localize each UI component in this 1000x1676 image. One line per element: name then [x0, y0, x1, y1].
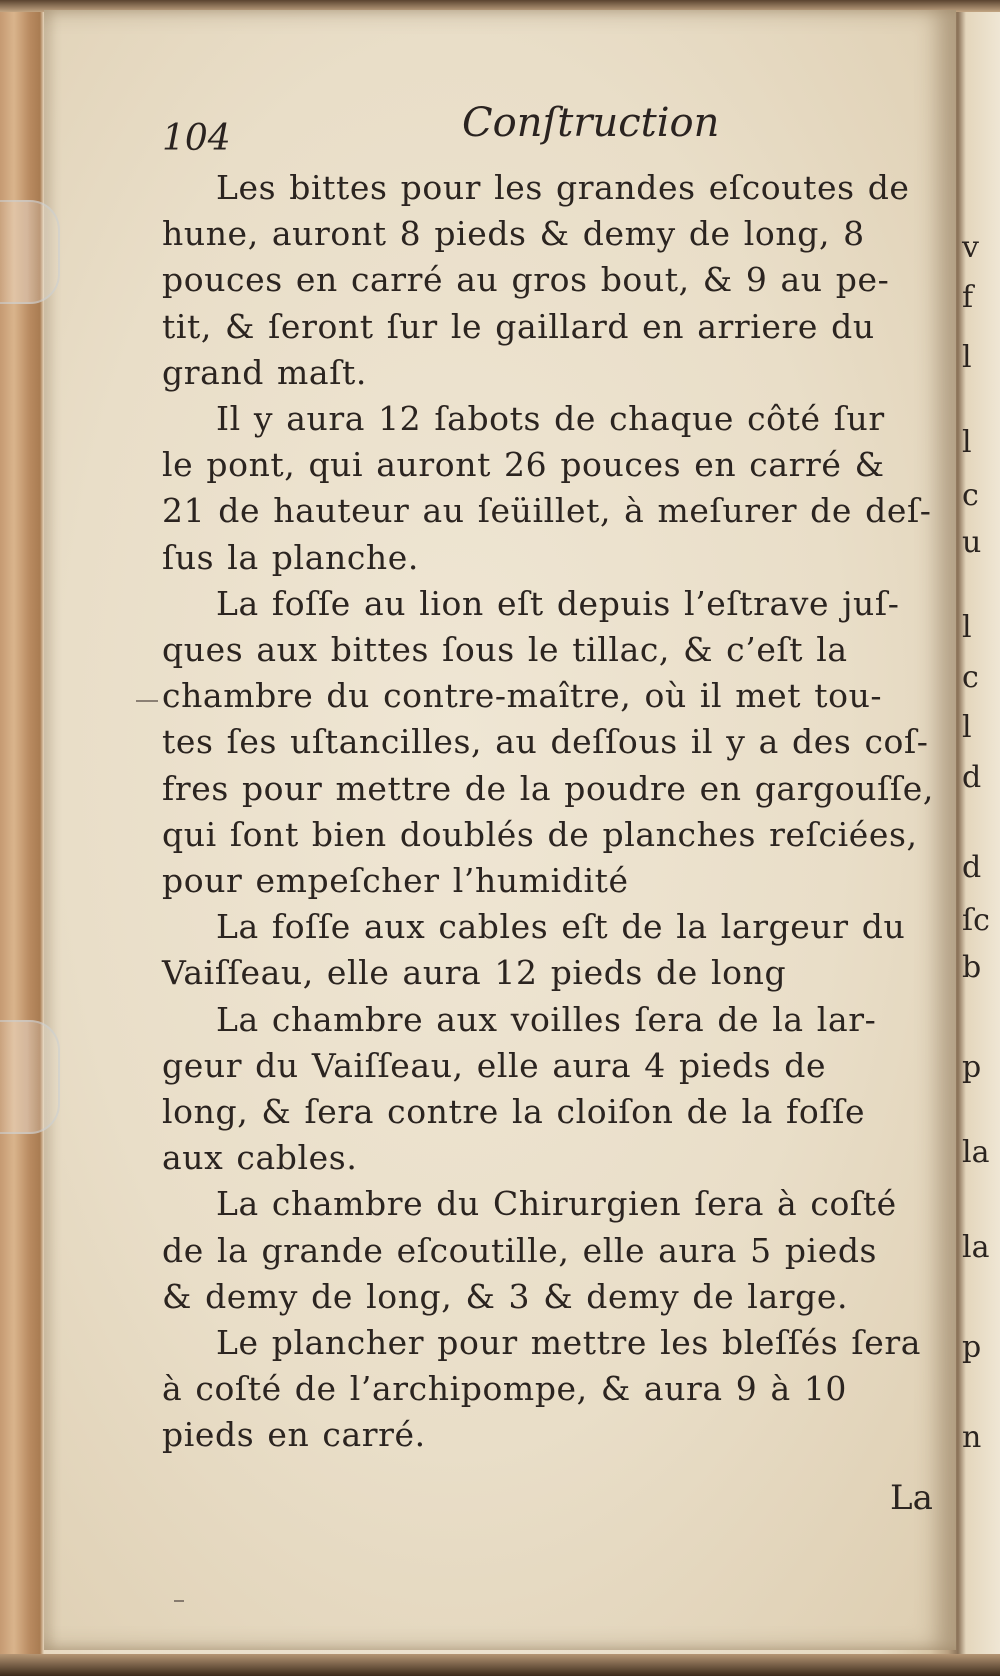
page-number: 104	[162, 118, 231, 159]
paragraph-plancher	[162, 1320, 942, 1459]
paragraph-fosse-cables	[162, 904, 942, 996]
text-line: hune, auront 8 pieds & demy de long, 8	[162, 214, 865, 254]
text-line: grand maſt.	[162, 352, 367, 392]
plastic-clip	[0, 200, 60, 304]
paragraph-chirurgien	[162, 1181, 942, 1320]
next-page-fragment: l	[962, 710, 972, 745]
next-page-fragment: la	[962, 1135, 990, 1170]
text-line: La chambre aux voilles ſera de la lar-	[216, 999, 877, 1039]
next-page-fragment: c	[962, 478, 979, 513]
next-page-edge	[956, 10, 1000, 1650]
next-page-fragment: l	[962, 610, 972, 645]
text-line: à coſté de l’archipompe, & aura 9 à 10	[162, 1369, 848, 1409]
paragraph-fosse-lion	[162, 581, 942, 904]
next-page-fragment: l	[962, 425, 972, 460]
text-line: qui ſont bien doublés de planches reſciées,	[162, 814, 918, 854]
paragraph-sabots	[162, 396, 942, 581]
next-page-fragment: n	[962, 1420, 982, 1455]
text-line: 21 de hauteur au ſeüillet, à meſurer de deſ-	[162, 491, 932, 531]
text-line: de la grande eſcoutille, elle aura 5 pieds	[162, 1230, 878, 1270]
text-line: Vaiſſeau, elle aura 12 pieds de long	[162, 953, 787, 993]
text-line: tes ſes uſtancilles, au deſſous il y a des coſ-	[162, 722, 929, 762]
pencil-mark	[136, 700, 158, 702]
next-page-fragment: la	[962, 1230, 990, 1265]
next-page-fragment: d	[962, 850, 982, 885]
next-page-fragment: p	[962, 1050, 982, 1085]
next-page-fragment: c	[962, 660, 979, 695]
text-line: ques aux bittes ſous le tillac, & c’eſt la	[162, 630, 848, 670]
text-line: Les bittes pour les grandes eſcoutes de	[216, 168, 910, 207]
text-line: & demy de long, & 3 & demy de large.	[162, 1276, 849, 1316]
text-line: le pont, qui auront 26 pouces en carré &	[162, 445, 885, 485]
next-page-fragment: f	[962, 280, 974, 315]
next-page-fragment: l	[962, 340, 972, 375]
text-line: La foſſe au lion eſt depuis l’eſtrave juſ-	[216, 583, 900, 623]
text-line: chambre du contre-maître, où il met tou-	[162, 676, 883, 716]
text-line: pieds en carré.	[162, 1415, 426, 1455]
text-line: La foſſe aux cables eſt de la largeur du	[216, 907, 906, 947]
next-page-fragment: d	[962, 760, 982, 795]
text-line: Il y aura 12 ſabots de chaque côté ſur	[216, 399, 885, 439]
text-line: geur du Vaiſſeau, elle aura 4 pieds de	[162, 1045, 827, 1085]
text-line: aux cables.	[162, 1138, 358, 1178]
next-page-fragment: v	[962, 230, 979, 265]
text-line: long, & ſera contre la cloiſon de la foſſe	[162, 1092, 866, 1132]
text-line: ſus la planche.	[162, 537, 419, 577]
text-line: Le plancher pour mettre les bleſſés ſera	[216, 1323, 922, 1363]
next-page-fragment: u	[962, 525, 982, 560]
book-bottom-edge	[0, 1654, 1000, 1676]
text-block	[162, 165, 942, 1459]
pencil-mark	[174, 1600, 184, 1602]
text-line: pour empeſcher l’humidité	[162, 861, 629, 901]
plastic-clip	[0, 1020, 60, 1134]
running-head	[162, 100, 922, 160]
text-line: La chambre du Chirurgien ſera à coſté	[216, 1184, 897, 1224]
paragraph-bittes	[162, 165, 942, 396]
book-page	[44, 10, 956, 1650]
next-page-fragment: b	[962, 950, 982, 985]
next-page-fragment: ſc	[962, 903, 990, 938]
text-line: tit, & ſeront ſur le gaillard en arriere du	[162, 306, 875, 346]
running-title: Conſtruction	[462, 100, 720, 146]
text-line: fres pour mettre de la poudre en gargouſſe,	[162, 768, 934, 808]
next-page-fragment: p	[962, 1330, 982, 1365]
catchword: La	[890, 1478, 933, 1518]
paragraph-chambre-voilles	[162, 997, 942, 1182]
text-line: pouces en carré au gros bout, & 9 au pe-	[162, 260, 890, 300]
